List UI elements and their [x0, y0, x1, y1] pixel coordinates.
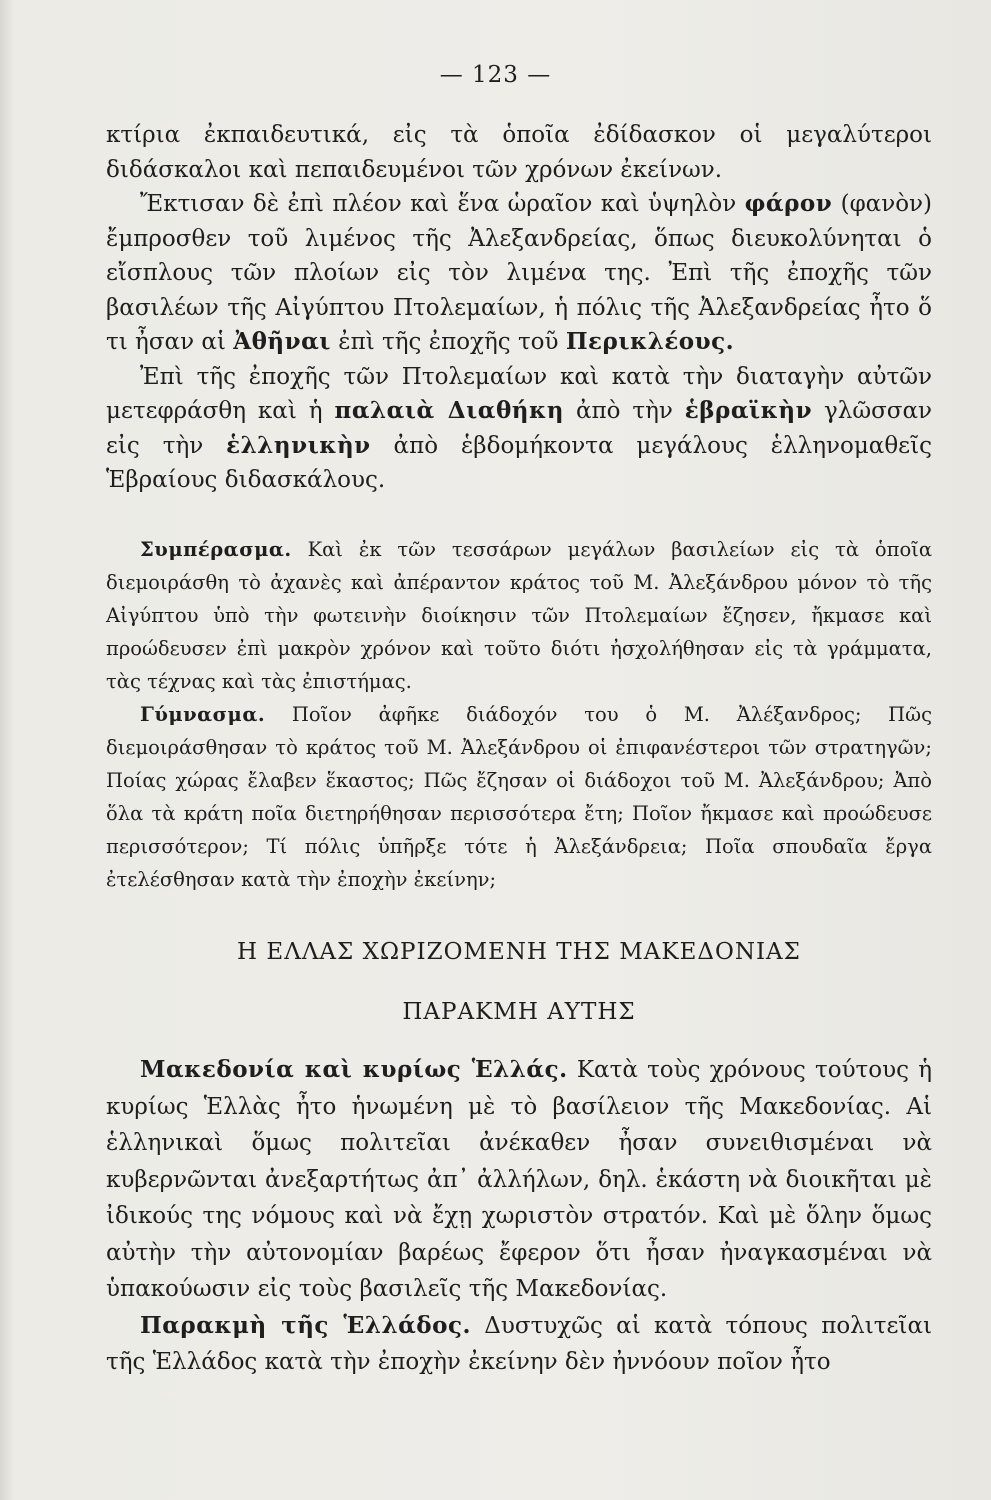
term-greek: ἑλληνικὴν [226, 431, 371, 459]
bible-text-d: ἀπὸ ἑβδομήκοντα μεγάλους ἑλληνομαθεῖς Ἑβραίους διδασκάλους. [106, 432, 932, 493]
section-title [106, 933, 932, 1031]
sub1-text: Κατὰ τοὺς χρόνους τούτους ἡ κυρίως Ἑλλὰς ἦτο ἡνωμένη μὲ τὸ βασίλειον τῆς Μακεδονίας. Αἱ ἑλληνικαὶ ὅμως πολιτεῖαι ἀνέκαθεν ἦσαν συνειθισμέναι νὰ κυβερνῶνται ἀνεξαρτήτως ἀπ᾽ ἀλλήλων, δηλ. ἑκάστη νὰ διοικῆται μὲ ἰδικούς της νόμους καὶ νὰ ἔχῃ χωριστὸν στρατόν. Καὶ μὲ ὅλην ὅμως αὐτὴν τὴν αὐτονομίαν βαρέως ἔφερον ὅτι ἦσαν ἠναγκασμέναι νὰ ὑπακούωσιν εἰς τοὺς βασιλεῖς τῆς Μακεδονίας. [106, 1057, 933, 1302]
conclusion-text: Καὶ ἐκ τῶν τεσσάρων μεγάλων βασιλείων εἰς τὰ ὁποῖα διεμοιράσθη τὸ ἀχανὲς καὶ ἀπέραντον κράτος τοῦ Μ. Ἀλεξάνδρου μόνον τὸ τῆς Αἰγύπτου ὑπὸ τὴν φωτεινὴν διοίκησιν τῶν Πτολεμαίων ἔζησεν, ἤκμασε καὶ προώδευσεν ἐπὶ μακρὸν χρόνον καὶ τοῦτο διότι ἠσχολήθησαν εἰς τὰ γράμματα, τὰς τέχνας καὶ τὰς ἐπιστήμας. [106, 538, 933, 693]
sub1-label: Μακεδονία καὶ κυρίως Ἑλλάς. [140, 1056, 568, 1083]
bible-text-b: ἀπὸ τὴν [575, 398, 673, 424]
paragraph-macedonia [106, 1052, 932, 1308]
page-number: — 123 — [439, 62, 552, 88]
term-athens: Ἀθῆναι [233, 328, 331, 355]
main-text-block [106, 118, 932, 498]
term-pericles: Περικλέους. [565, 328, 735, 355]
bible-text-a: Ἐπὶ τῆς ἐποχῆς τῶν Πτολεμαίων καὶ κατὰ τὴν διαταγὴν αὐτῶν μετεφράσθη καὶ ἡ [106, 363, 932, 424]
exercise-label: Γύμνασμα. [140, 703, 266, 726]
pharos-text-a: Ἔκτισαν δὲ ἐπὶ πλέον καὶ ἕνα ὡραῖον καὶ ὑψηλὸν [140, 191, 737, 217]
term-pharos: φάρον [744, 190, 833, 217]
term-hebrew: ἑβραϊκὴν [684, 397, 813, 424]
summary-block [106, 533, 932, 896]
term-old-testament: παλαιὰ Διαθήκη [334, 397, 564, 424]
section-body [106, 1052, 932, 1381]
section-title-line1: Η ΕΛΛΑΣ ΧΩΡΙΖΟΜΕΝΗ ΤΗΣ ΜΑΚΕΔΟΝΙΑΣ [237, 939, 801, 965]
paragraph-pharos [106, 187, 932, 360]
paragraph-buildings: κτίρια ἐκπαιδευτικά, εἰς τὰ ὁποῖα ἐδίδασκον οἱ μεγαλύτεροι διδάσκαλοι καὶ πεπαιδευμένοι τῶν χρόνων ἐκείνων. [106, 122, 932, 183]
sub2-label: Παρακμὴ τῆς Ἑλλάδος. [140, 1311, 471, 1339]
exercise-text: Ποῖον ἀφῆκε διάδοχόν του ὁ Μ. Ἀλέξανδρος; Πῶς διεμοιράσθησαν τὸ κράτος τοῦ Μ. Ἀλεξάνδρου οἱ ἐπιφανέστεροι τῶν στρατηγῶν; Ποίας χώρας ἔλαβεν ἕκαστος; Πῶς ἔζησαν οἱ διάδοχοι τοῦ Μ. Ἀλεξάνδρου; Ἀπὸ ὅλα τὰ κράτη ποῖα διετηρήθησαν περισσότερα ἔτη; Ποῖον ἤκμασε καὶ προώδευσε περισσότερον; Τί πόλις ὑπῆρξε τότε ἡ Ἀλεξάνδρεια; Ποῖα σπουδαῖα ἔργα ἐτελέσθησαν κατὰ τὴν ἐποχὴν ἐκείνην; [106, 703, 932, 891]
sub2-text: Δυστυχῶς αἱ κατὰ τόπους πολιτεῖαι τῆς Ἑλλάδος κατὰ τὴν ἐποχὴν ἐκείνην δὲν ἠννόουν ποῖον ἦτο [106, 1312, 932, 1375]
paragraph-decline [106, 1308, 932, 1381]
paragraph-bible [106, 360, 932, 498]
conclusion-label: Συμπέρασμα. [140, 538, 292, 561]
section-title-line2: ΠΑΡΑΚΜΗ ΑΥΤΗΣ [402, 999, 636, 1025]
pharos-text-b: (φανὸν) ἔμπροσθεν τοῦ λιμένος τῆς Ἀλεξανδρείας, ὅπως διευκολύνηται ὁ εἴσπλους τῶν πλοίων εἰς τὸν λιμένα της. Ἐπὶ τῆς ἐποχῆς τῶν βασιλέων τῆς Αἰγύπτου Πτολεμαίων, ἡ πόλις τῆς Ἀλεξανδρείας ἦτο ὅ τι ἦσαν αἱ [106, 191, 933, 355]
pharos-text-c: ἐπὶ τῆς ἐποχῆς τοῦ [338, 329, 559, 355]
paragraph-conclusion [106, 533, 932, 698]
bible-text-c: γλῶσσαν εἰς τὴν [106, 398, 933, 459]
paragraph-exercise [106, 698, 932, 896]
